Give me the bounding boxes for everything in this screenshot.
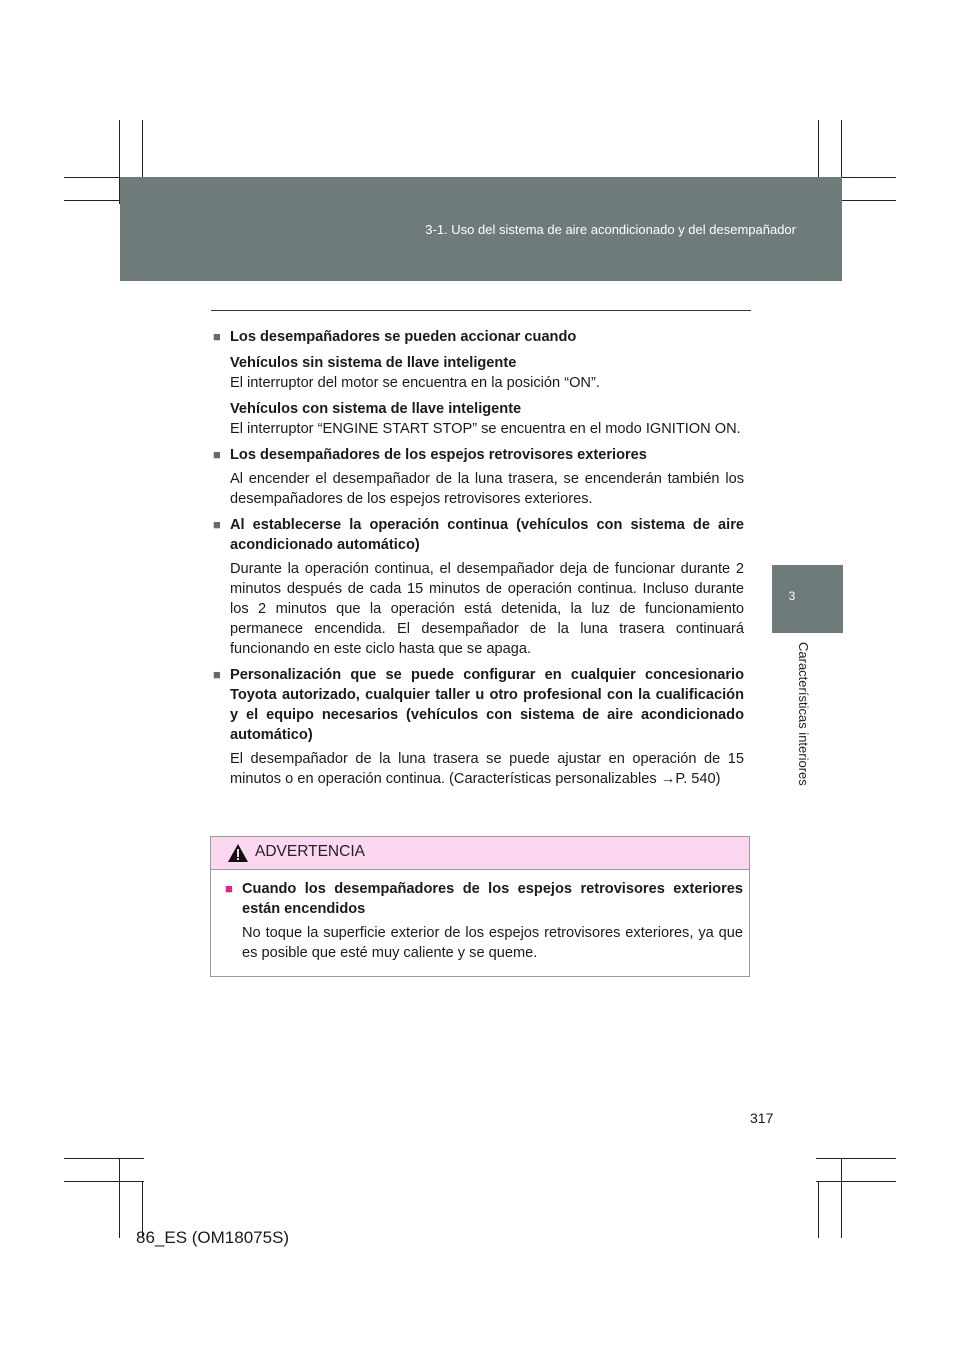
chapter-number: 3	[788, 589, 796, 603]
warning-text: No toque la superficie exterior de los espejos retrovisores exteriores, ya que es posible que esté muy caliente y se queme.	[242, 925, 743, 961]
warning-box	[210, 836, 750, 977]
warning-title: ADVERTENCIA	[255, 843, 365, 860]
crop-mark	[816, 1181, 896, 1182]
section-heading: Personalización que se puede configurar en cualquier concesionario Toyota autorizado, cualquier taller u otro profesional con la cualificación y el equipo necesarios (vehículos con sistema de aire acondicionado automático)	[230, 667, 744, 743]
square-bullet-icon: ■	[213, 517, 221, 532]
paragraph: El desempañador de la luna trasera se puede ajustar en operación de 15 minutos o en operación continua. (Características personalizables →P. 540)	[230, 751, 744, 787]
section-defogger-conditions	[213, 327, 744, 439]
section-heading: Al establecerse la operación continua (vehículos con sistema de aire acondicionado automático)	[230, 517, 744, 553]
square-bullet-icon: ■	[213, 447, 221, 462]
sub-heading: Vehículos sin sistema de llave inteligente	[230, 355, 517, 371]
divider	[211, 310, 751, 311]
paragraph: Al encender el desempañador de la luna trasera, se encenderán también los desempañadores de los espejos retrovisores exteriores.	[230, 471, 744, 507]
section-heading: Los desempañadores se pueden accionar cuando	[230, 329, 577, 345]
crop-mark	[816, 1158, 896, 1159]
crop-mark	[119, 1158, 120, 1238]
crop-mark	[64, 1158, 144, 1159]
square-bullet-icon: ■	[213, 329, 221, 344]
warning-heading: Cuando los desempañadores de los espejos retrovisores exteriores están encendidos	[242, 881, 743, 917]
chapter-header-band	[120, 177, 842, 281]
sub-text: El interruptor “ENGINE START STOP” se encuentra en el modo IGNITION ON.	[230, 421, 741, 437]
crop-mark	[64, 1181, 144, 1182]
warning-header	[211, 837, 749, 870]
page-number: 317	[750, 1110, 774, 1126]
section-mirror-defoggers	[213, 445, 744, 509]
warning-triangle-icon	[227, 843, 249, 863]
main-content	[213, 327, 744, 795]
crop-mark	[818, 1181, 819, 1238]
document-code: 86_ES (OM18075S)	[136, 1228, 290, 1247]
section-continuous-operation	[213, 515, 744, 659]
crop-mark	[841, 1158, 842, 1238]
square-bullet-icon: ■	[225, 881, 233, 896]
section-customization	[213, 665, 744, 789]
sub-heading: Vehículos con sistema de llave inteligente	[230, 401, 522, 417]
paragraph: Durante la operación continua, el desempañador deja de funcionar durante 2 minutos después de cada 15 minutos de operación continua. Incluso durante los 2 minutos que la operación está detenida, la luz de funcionamiento permanece encendida. El desempañador de la luna trasera continuará funcionando en este ciclo hasta que se apaga.	[230, 561, 744, 657]
chapter-tab	[772, 565, 843, 633]
warning-body	[225, 879, 743, 963]
chapter-label: Características interiores	[796, 642, 811, 786]
section-title: 3-1. Uso del sistema de aire acondicionado y del desempañador	[425, 222, 796, 237]
sub-text: El interruptor del motor se encuentra en la posición “ON”.	[230, 375, 600, 391]
square-bullet-icon: ■	[213, 667, 221, 682]
section-heading: Los desempañadores de los espejos retrovisores exteriores	[230, 447, 647, 463]
